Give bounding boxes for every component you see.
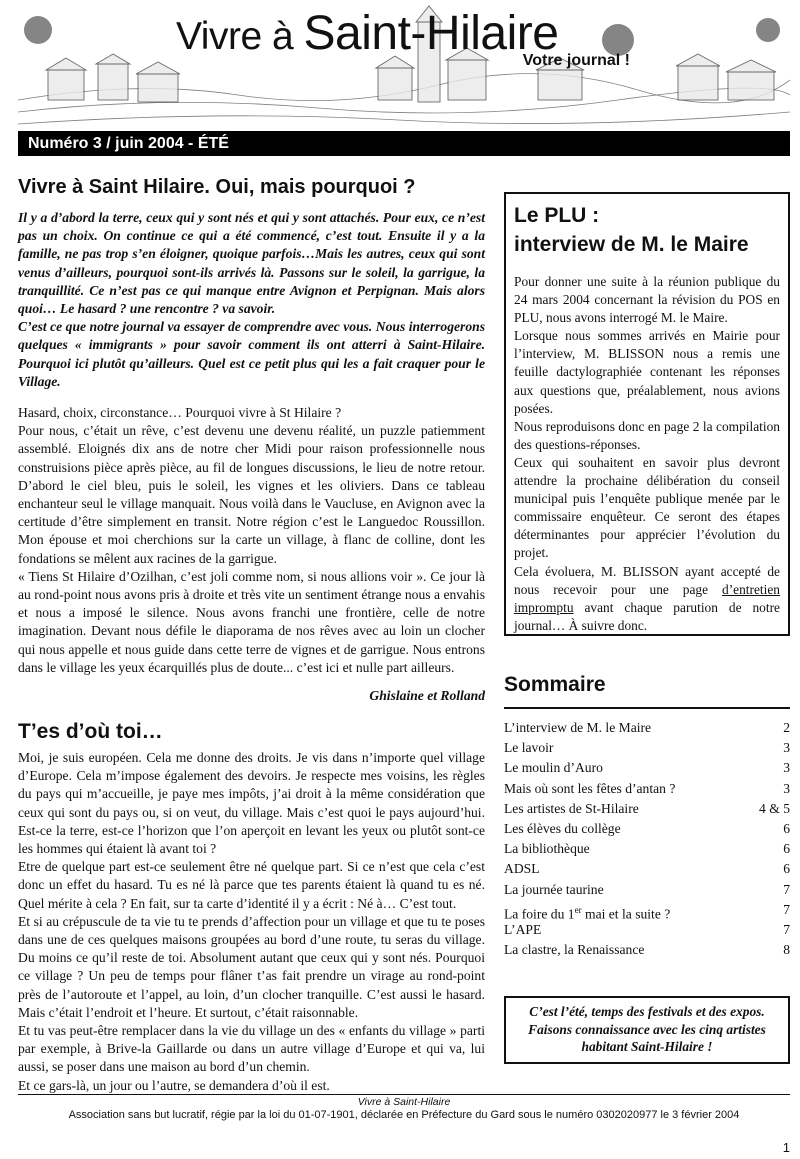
sommaire-item: La clastre, la Renaissance 8 [504,942,790,958]
artists-promo-box: C’est l’été, temps des festivals et des expos. Faisons connaissance avec les cinq artistes habitant Saint-Hilaire ! [504,996,790,1064]
article2-title: T’es d’où toi… [18,720,163,743]
footer-title: Vivre à Saint-Hilaire [357,1096,451,1108]
masthead-title: Vivre à Saint-Hilaire [176,7,559,60]
plu-paragraph: Cela évoluera, M. BLISSON ayant accepté de nous recevoir pour une page d’entretien impromptu avant chaque parution de notre journal… À suivre donc. [514,563,780,633]
sommaire-item: Les élèves du collège 6 [504,820,790,836]
sommaire-item: La bibliothèque 6 [504,841,790,857]
page-number: 1 [782,1140,790,1155]
article1-body [18,404,485,705]
sommaire-divider [504,707,790,709]
body-paragraph: Pour nous, c’était un rêve, c’est devenu une devenu réalité, un puzzle patiemment assemblé. Eloignés dix ans de notre cher Midi pour raison professionnelle nous construisions pièce après pièce, au fil de longues discussions, le lieu de notre retour. D’abord le ciel bleu, puis le soleil, les vignes et les oliviers. Dans ce tableau enchanteur seul le village manquait. Nous voilà dans le Vaucluse, en Avignon avec la certitude d’être simplement en transit. Notre région c’est le Languedoc Roussillon. Mon épouse et moi cherchions sur la carte un village, à flanc de colline, dont les fondations se mêlent aux racines de la garrigue. [18,423,485,566]
article2-body [18,749,485,1095]
article1-signature: Ghislaine et Rolland [369,688,485,704]
sommaire-item: L’interview de M. le Maire 2 [504,720,790,735]
entretien-link: d’entretien impromptu [514,581,780,615]
plu-paragraph: Pour donner une suite à la réunion publique du 24 mars 2004 concernant la révision du POS en PLU, nous avons interrogé M. le Maire. [514,274,780,326]
sommaire-item: ADSL 6 [504,861,790,877]
lead-paragraph: Il y a d’abord la terre, ceux qui y sont nés et qui y sont attachés. Pour eux, ce n’est pas un choix. On continue ce qui a été commencé, c’est tout. Ensuite il y a la famille, ne pas trop s’en éloigner, quoique parfois…Mais les autres, ceux qui sont venus d’ailleurs, pourquoi sont-ils arrivés là. Passons sur le soleil, la garrigue, la tranquillité. Ce n’est pas ce qui manque entre Avignon et Perpignan. Mais alors quoi… Le hasard ? une rencontre ? va savoir. [18,210,485,317]
lead-paragraph: C’est ce que notre journal va essayer de comprendre avec vous. Nous interrogerons quelques « immigrants » pour savoir comment ils ont atterri à Saint-Hilaire. Pourquoi ici plutôt qu’ailleurs. Quel est ce petit plus qui les a fait craquer pour le Village. [18,319,485,389]
body-paragraph: Et si au crépuscule de ta vie tu te prends d’affection pour un village et que tu te poses dans une de ces quelques maisons groupées au bord d’une route, tu seras du village. Du moins ce qu’il reste de toi. Absolument autant que ceux qui y sont nés. Pourquoi ce village ? Un peu de temps pour flâner t’as fait prendre un virage au rond-point près de l’autoroute et l’appel, au loin, d’un clocher tranquille. C’est aussi le hasard. Mais c’était l’endroit et l’heure. Et surtout, c’était raisonnable. [18,913,485,1020]
body-paragraph: Hasard, choix, circonstance… Pourquoi vivre à St Hilaire ? [18,405,342,420]
sommaire-item: L’APE 7 [504,921,790,937]
sommaire-item: Le moulin d’Auro 3 [504,760,790,776]
body-paragraph: Moi, je suis européen. Cela me donne des droits. Je vis dans n’importe quel village d’Europe. Cela m’impose également des devoirs. Je respecte mes voisins, les règles du pays qui m’accueille, je paye mes impôts, j’ai droit à la même considération que ceux qui sont du pays ou, si on veut, du village. Mais c’est quoi le pays aujourd’hui. Est-ce la terre, est-ce l’horizon que l’on aperçoit en levant les yeux ou plutôt sont-ce les hommes qui étaient là avant toi ? [18,750,485,857]
masthead [18,0,790,130]
sommaire-item: Le lavoir 3 [504,740,790,756]
plu-title: Le PLU : interview de M. le Maire [514,204,749,256]
plu-paragraph: Lorsque nous sommes arrivés en Mairie pour l’interview, M. BLISSON nous a remis une feuille dactylographiée contenant les réponses aux questions que, préalablement, nous avions posées. [514,328,780,416]
sommaire-item: La foire du 1er mai et la suite ? 7 [504,901,790,922]
sommaire-item: La journée taurine 7 [504,881,790,897]
body-paragraph: Etre de quelque part est-ce seulement être né quelque part. Si ce n’est que cela c’est donc un effet du hasard. Tu es né là parce que tes parents étaient là quand tu es né. Quel mérite à cela ? En fait, sur ta carte d’identité il y a écrit : Né à… C’est tout. [18,859,485,911]
footer-divider [18,1094,790,1095]
sommaire-list [504,718,790,960]
body-paragraph: Et ce gars-là, un jour ou l’autre, se demandera d’où il est. [18,1077,330,1093]
masthead-subtitle: Votre journal ! [522,52,630,69]
body-paragraph: « Tiens St Hilaire d’Ozilhan, c’est joli comme nom, si nous allions voir ». Ce jour là au rond-point nous avons pris à droite et très vite un sentiment étrange nous a envahis et nous a imposé le silence. Nous avons franchi une frontière, celle de notre imagination. Devant nous défile le diaporama de nos rêves avec au loin un clocher qui nous appelle et nous guide dans cette terre de vignes et de garrigue. Nous entrons dans le village les yeux écarquillés plus de doute... c’est ici et nulle part ailleurs. [18,568,485,675]
issue-bar: Numéro 3 / juin 2004 - ÉTÉ [18,131,790,156]
plu-paragraph: Nous reproduisons donc en page 2 la compilation des questions-réponses. [514,418,780,452]
plu-body [514,273,780,635]
article1-title: Vivre à Saint Hilaire. Oui, mais pourquoi ? [18,176,416,198]
sommaire-title: Sommaire [504,673,606,696]
sommaire-item: Mais où sont les fêtes d’antan ? 3 [504,780,790,796]
article1-lead [18,209,485,391]
sommaire-item: Les artistes de St-Hilaire 4 & 5 [504,800,790,816]
plu-paragraph: Ceux qui souhaitent en savoir plus devront attendre la prochaine délibération du conseil municipal puis l’enquête publique menée par le commissaire enquêteur. Ce seront des étapes déterminantes pour apprécier l’évolution du projet. [514,454,780,561]
body-paragraph: Et tu vas peut-être remplacer dans la vie du village un des « enfants du village » parti par exemple, à Brive-la Gaillarde ou dans un autre village d’Europe et qui va, lui aussi, se poser dans une maison au bord d’un chemin. [18,1023,485,1075]
footer-legal: Association sans but lucratif, régie par la loi du 01-07-1901, déclarée en Préfecture du Gard sous le numéro 0302020977 le 3 février 2004 [68,1109,740,1121]
